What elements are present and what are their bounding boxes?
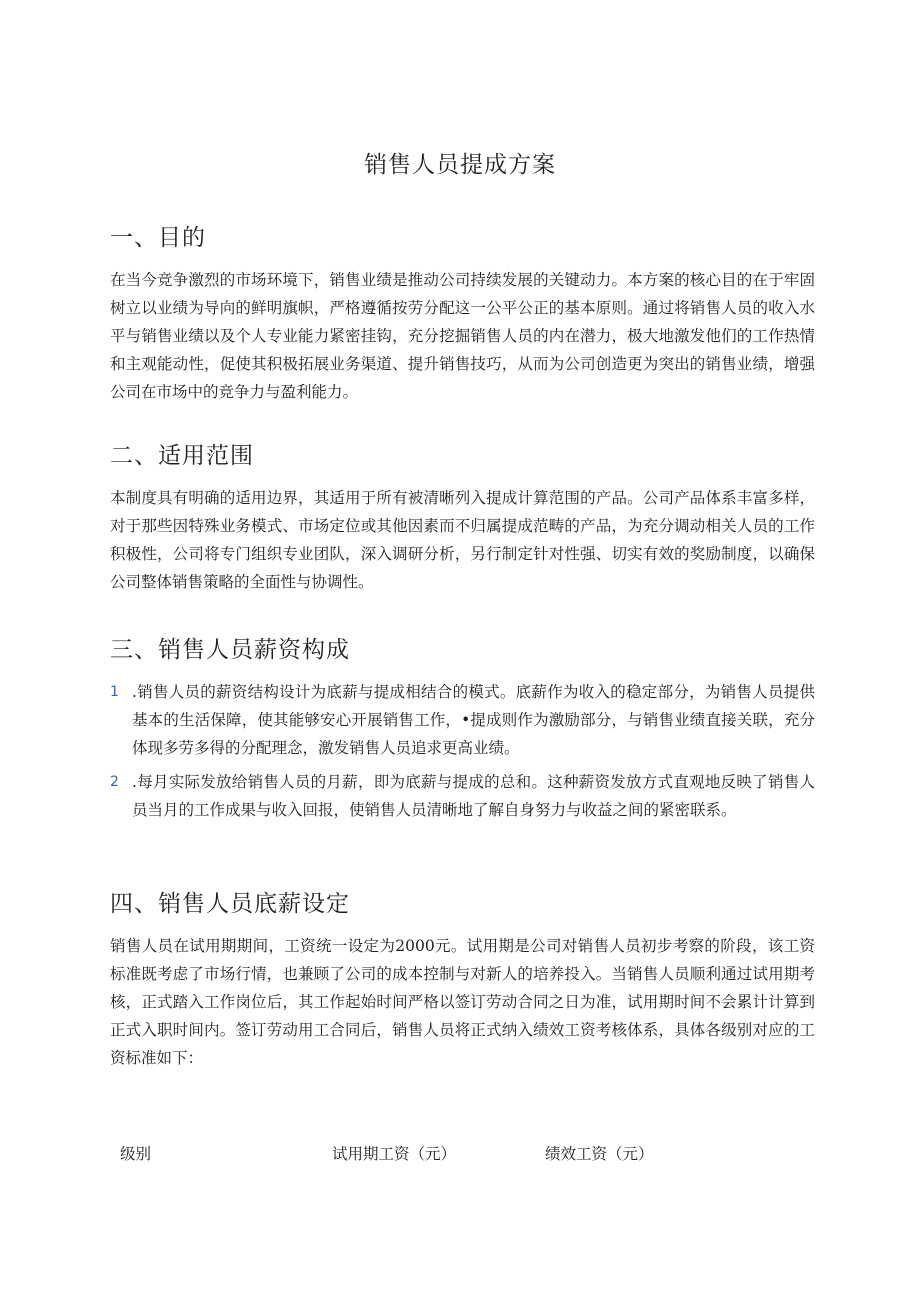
document-title: 销售人员提成方案 [364,152,556,178]
list-item-number: 2 [110,774,119,790]
section-scope [110,440,815,596]
list-item-number: 1 [110,684,119,700]
salary-structure-list [110,678,815,824]
list-item [110,678,815,762]
section-heading-purpose: 一、目的 [110,225,206,251]
section-heading-base-salary: 四、销售人员底薪设定 [110,891,350,917]
list-item [110,768,815,824]
table-header-probation-salary: 试用期工资（元） [332,1145,457,1163]
section-base-salary [110,888,815,1072]
list-item-text: .每月实际发放给销售人员的月薪，即为底薪与提成的总和。这种薪资发放方式直观地反映了销售人员当月的工作成果与收入回报，使销售人员清晰地了解自身努力与收益之间的紧密联系。 [132,773,815,819]
section-body-purpose: 在当今竞争激烈的市场环境下，销售业绩是推动公司持续发展的关键动力。本方案的核心目的在于牢固树立以业绩为导向的鲜明旗帜，严格遵循按劳分配这一公平公正的基本原则。通过将销售人员的收入水平与销售业绩以及个人专业能力紧密挂钩，充分挖掘销售人员的内在潜力，极大地激发他们的工作热情和主观能动性，促使其积极拓展业务渠道、提升销售技巧，从而为公司创造更为突出的销售业绩，增强公司在市场中的竞争力与盈利能力。 [110,271,815,401]
salary-table-header [120,1142,740,1170]
section-heading-scope: 二、适用范围 [110,443,254,469]
section-purpose [110,222,815,406]
table-header-level: 级别 [120,1145,152,1163]
section-body-base-salary: 销售人员在试用期期间，工资统一设定为2000元。试用期是公司对销售人员初步考察的阶段，该工资标准既考虑了市场行情，也兼顾了公司的成本控制与对新人的培养投入。当销售人员顺利通过试用期考核，正式踏入工作岗位后，其工作起始时间严格以签订劳动合同之日为准，试用期时间不会累计计算到正式入职时间内。签订劳动用工合同后，销售人员将正式纳入绩效工资考核体系，具体各级别对应的工资标准如下： [110,937,815,1067]
section-body-scope: 本制度具有明确的适用边界，其适用于所有被清晰列入提成计算范围的产品。公司产品体系丰富多样，对于那些因特殊业务模式、市场定位或其他因素而不归属提成范畴的产品，为充分调动相关人员的工作积极性，公司将专门组织专业团队，深入调研分析，另行制定针对性强、切实有效的奖励制度，以确保公司整体销售策略的全面性与协调性。 [110,489,815,591]
list-item-text: .销售人员的薪资结构设计为底薪与提成相结合的模式。底薪作为收入的稳定部分，为销售人员提供基本的生活保障，使其能够安心开展销售工作，•提成则作为激励部分，与销售业绩直接关联，充分体现多劳多得的分配理念，激发销售人员追求更高业绩。 [132,683,815,757]
section-salary-structure [110,634,815,830]
section-heading-salary-structure: 三、销售人员薪资构成 [110,637,350,663]
table-header-performance-salary: 绩效工资（元） [545,1145,654,1163]
